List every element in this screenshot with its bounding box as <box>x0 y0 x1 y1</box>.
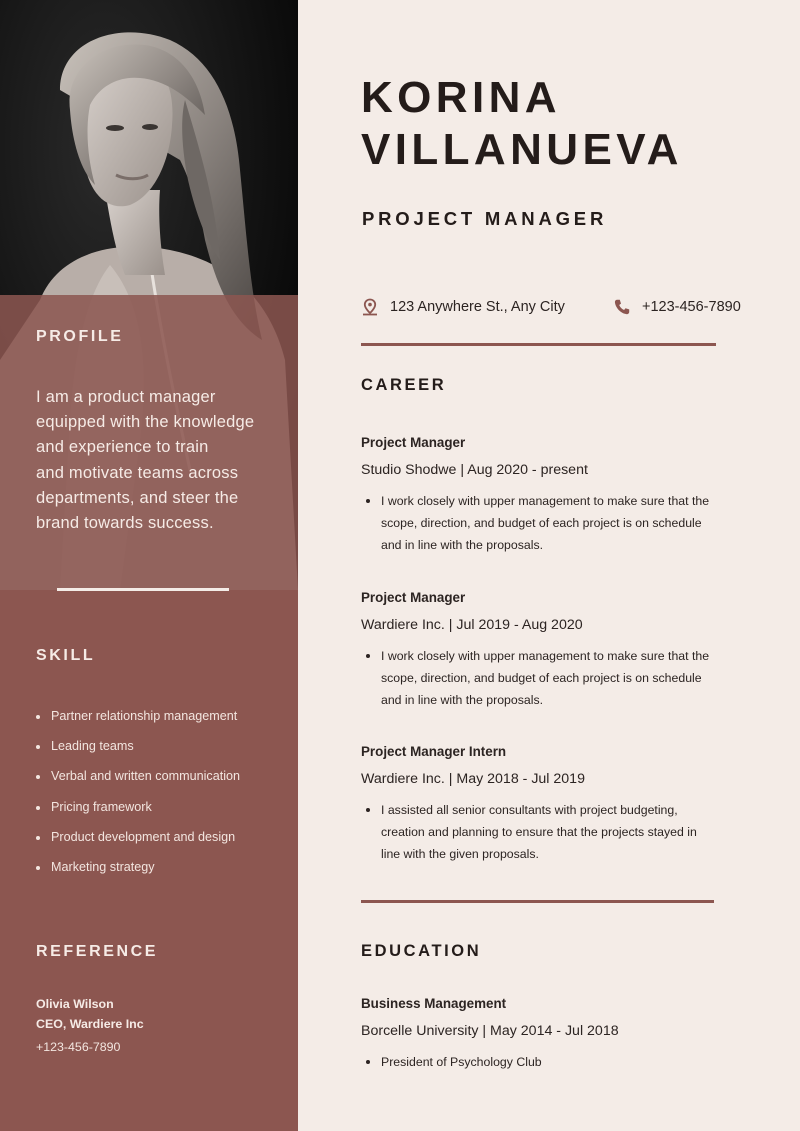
career-entry <box>361 435 741 557</box>
profile-line: and motivate teams across <box>36 463 239 482</box>
career-bullet <box>361 645 736 712</box>
profile-heading: PROFILE <box>36 328 124 345</box>
career-job-title: Project Manager Intern <box>361 744 507 759</box>
address-text: 123 Anywhere St., Any City <box>390 299 565 315</box>
career-entry <box>361 590 741 712</box>
contact-address <box>361 298 565 316</box>
career-entry <box>361 744 741 866</box>
contact-phone <box>613 298 741 316</box>
left-sidebar <box>0 0 298 1131</box>
skill-item: Partner relationship management <box>36 709 240 739</box>
education-entry <box>361 996 741 1073</box>
bullet-line: and in line with the proposals. <box>381 538 544 553</box>
phone-text: +123-456-7890 <box>642 299 741 315</box>
skill-item: Verbal and written communication <box>36 769 240 799</box>
career-company: Wardiere Inc. | Jul 2019 - Aug 2020 <box>361 617 583 633</box>
bullet-line: I work closely with upper management to make sure that the <box>381 494 710 508</box>
reference-heading: REFERENCE <box>36 943 159 960</box>
bullet-line: creation and planning to ensure that the projects stayed in <box>381 825 697 840</box>
education-degree: Business Management <box>361 996 507 1011</box>
bullet-line: scope, direction, and budget of each project is on schedule <box>381 516 702 531</box>
career-heading: CAREER <box>361 376 447 394</box>
profile-section <box>0 295 298 590</box>
skill-list <box>36 709 240 890</box>
bullet-line: scope, direction, and budget of each project is on schedule <box>381 671 702 686</box>
reference-phone: +123-456-7890 <box>36 1040 121 1054</box>
person-name <box>361 72 683 176</box>
education-school: Borcelle University | May 2014 - Jul 2018 <box>361 1023 619 1039</box>
last-name: VILLANUEVA <box>361 125 683 174</box>
career-bullet <box>361 490 736 557</box>
bullet-line: I assisted all senior consultants with project budgeting, <box>381 803 678 817</box>
skill-item: Pricing framework <box>36 800 240 830</box>
career-bullet <box>361 799 736 866</box>
first-name: KORINA <box>361 73 561 122</box>
bullet-line: and in line with the proposals. <box>381 693 544 708</box>
profile-line: brand towards success. <box>36 514 214 533</box>
skill-heading: SKILL <box>36 647 96 664</box>
career-company: Wardiere Inc. | May 2018 - Jul 2019 <box>361 771 585 787</box>
education-heading: EDUCATION <box>361 942 482 960</box>
reference-name: Olivia Wilson <box>36 997 114 1011</box>
bullet-line: I work closely with upper management to make sure that the <box>381 649 710 663</box>
location-pin-icon <box>361 298 379 316</box>
profile-line: departments, and steer the <box>36 488 239 507</box>
profile-text <box>36 385 281 536</box>
section-divider <box>361 900 714 903</box>
skill-item: Marketing strategy <box>36 860 240 890</box>
section-divider <box>361 343 716 346</box>
job-title: PROJECT MANAGER <box>362 208 608 229</box>
sidebar-divider <box>57 588 229 591</box>
skill-item: Product development and design <box>36 830 240 860</box>
skill-item: Leading teams <box>36 739 240 769</box>
education-bullet: President of Psychology Club <box>361 1051 736 1073</box>
bullet-line: line with the given proposals. <box>381 847 539 862</box>
profile-line: and experience to train <box>36 438 209 457</box>
reference-role: CEO, Wardiere Inc <box>36 1017 144 1031</box>
career-job-title: Project Manager <box>361 590 466 605</box>
career-company: Studio Shodwe | Aug 2020 - present <box>361 462 588 478</box>
phone-icon <box>613 298 631 316</box>
career-job-title: Project Manager <box>361 435 466 450</box>
profile-line: I am a product manager <box>36 388 216 406</box>
profile-line: equipped with the knowledge <box>36 413 255 432</box>
